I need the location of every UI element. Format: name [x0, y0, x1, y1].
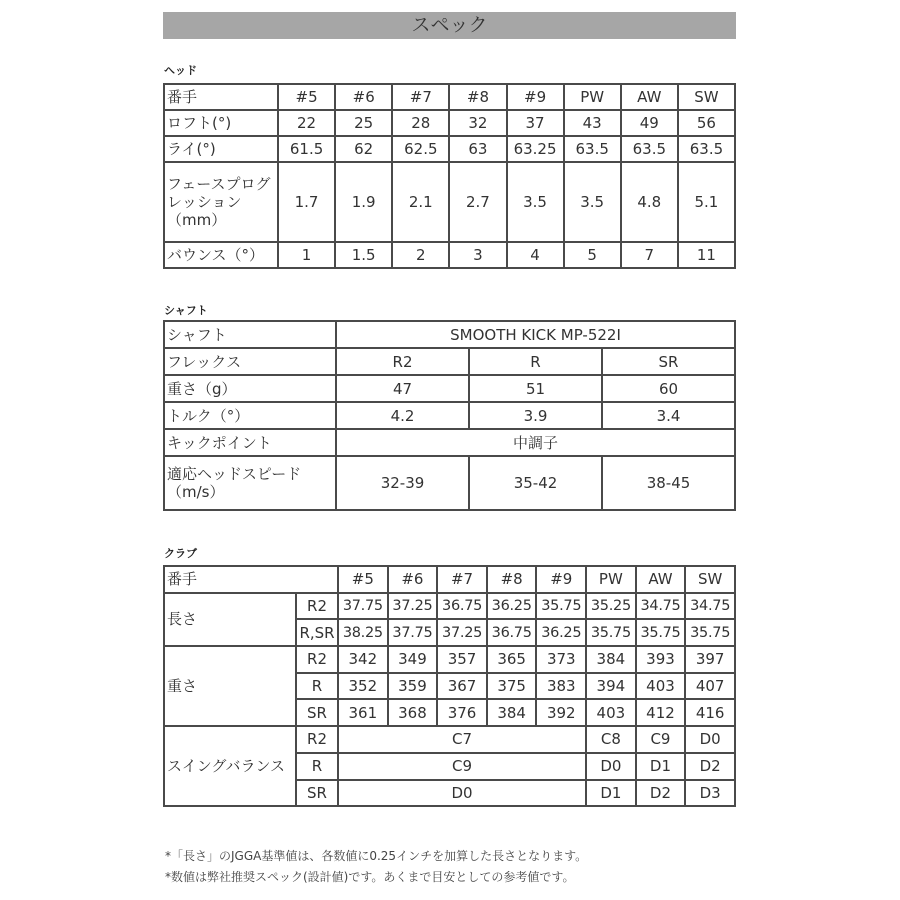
- table-cell: 403: [586, 699, 636, 726]
- table-cell: 28: [392, 110, 449, 136]
- column-header: PW: [564, 84, 621, 110]
- table-cell: 25: [335, 110, 392, 136]
- table-cell: 4.8: [621, 162, 678, 242]
- table-cell: 1.9: [335, 162, 392, 242]
- table-cell: 373: [536, 646, 586, 673]
- table-cell: 中調子: [336, 429, 735, 456]
- note-reference: *数値は弊社推奨スペック(設計値)です。あくまで目安としての参考値です。: [165, 870, 575, 884]
- table-cell: 32: [449, 110, 506, 136]
- flex-label: SR: [296, 699, 338, 726]
- flex-label: R2: [296, 726, 338, 753]
- table-cell: 60: [602, 375, 735, 402]
- table-cell: 2.1: [392, 162, 449, 242]
- table-cell: 361: [338, 699, 388, 726]
- table-cell: 1.5: [335, 242, 392, 268]
- row-header: 番手: [164, 84, 278, 110]
- table-cell: D1: [636, 753, 686, 780]
- table-cell: SR: [602, 348, 735, 375]
- note-length: *「長さ」のJGGA基準値は、各数値に0.25インチを加算した長さとなります。: [165, 849, 588, 863]
- table-cell: 397: [685, 646, 735, 673]
- table-cell: D2: [685, 753, 735, 780]
- table-cell: SMOOTH KICK MP-522I: [336, 321, 735, 348]
- row-header: トルク（°）: [164, 402, 336, 429]
- table-row: [164, 162, 735, 242]
- table-cell: 32-39: [336, 456, 469, 510]
- table-cell: 62.5: [392, 136, 449, 162]
- table-cell: 5: [564, 242, 621, 268]
- table-cell: 384: [487, 699, 537, 726]
- row-header: 適応ヘッドスピード（m/s）: [164, 456, 336, 510]
- table-cell: 37.25: [388, 593, 438, 620]
- table-cell: 56: [678, 110, 735, 136]
- table-cell: 3.5: [507, 162, 564, 242]
- table-cell: 349: [388, 646, 438, 673]
- flex-label: R: [296, 673, 338, 700]
- shaft-section-label: シャフト: [164, 304, 208, 317]
- column-header: AW: [621, 84, 678, 110]
- table-cell: 37: [507, 110, 564, 136]
- table-cell: 5.1: [678, 162, 735, 242]
- group-header-length: 長さ: [164, 593, 296, 646]
- table-cell: 36.25: [487, 593, 537, 620]
- table-cell: D0: [586, 753, 636, 780]
- group-header-weight: 重さ: [164, 646, 296, 726]
- row-header: フェースプログレッション（mm）: [164, 162, 278, 242]
- club-section-label: クラブ: [164, 547, 197, 560]
- table-row: [164, 646, 735, 673]
- table-cell: 1: [278, 242, 335, 268]
- table-cell: 392: [536, 699, 586, 726]
- table-cell: R: [469, 348, 602, 375]
- table-row: [164, 321, 735, 348]
- row-header: 番手: [164, 566, 338, 593]
- table-cell: 35.75: [536, 593, 586, 620]
- table-cell: 365: [487, 646, 537, 673]
- table-cell: 384: [586, 646, 636, 673]
- table-cell: 394: [586, 673, 636, 700]
- row-header: シャフト: [164, 321, 336, 348]
- flex-label: R: [296, 753, 338, 780]
- table-row: [164, 242, 735, 268]
- column-header: SW: [685, 566, 735, 593]
- table-cell: 4: [507, 242, 564, 268]
- table-cell: 393: [636, 646, 686, 673]
- table-cell: 357: [437, 646, 487, 673]
- table-cell: R2: [336, 348, 469, 375]
- table-cell: 342: [338, 646, 388, 673]
- table-cell: 1.7: [278, 162, 335, 242]
- table-cell: D0: [685, 726, 735, 753]
- table-cell: 3: [449, 242, 506, 268]
- table-cell: 412: [636, 699, 686, 726]
- table-cell: 43: [564, 110, 621, 136]
- column-header: #5: [338, 566, 388, 593]
- table-cell: 62: [335, 136, 392, 162]
- table-cell: 375: [487, 673, 537, 700]
- table-cell: 7: [621, 242, 678, 268]
- table-cell: C7: [338, 726, 586, 753]
- row-header: ロフト(°): [164, 110, 278, 136]
- table-cell: 407: [685, 673, 735, 700]
- column-header: #9: [507, 84, 564, 110]
- table-cell: C8: [586, 726, 636, 753]
- table-cell: 3.5: [564, 162, 621, 242]
- table-cell: 37.75: [338, 593, 388, 620]
- table-cell: 352: [338, 673, 388, 700]
- table-cell: 383: [536, 673, 586, 700]
- table-row: [164, 726, 735, 753]
- column-header: #8: [449, 84, 506, 110]
- table-cell: 22: [278, 110, 335, 136]
- table-cell: 3.9: [469, 402, 602, 429]
- column-header: #7: [392, 84, 449, 110]
- table-cell: 51: [469, 375, 602, 402]
- row-header: キックポイント: [164, 429, 336, 456]
- table-cell: 403: [636, 673, 686, 700]
- table-cell: 49: [621, 110, 678, 136]
- table-cell: 2: [392, 242, 449, 268]
- column-header: #6: [335, 84, 392, 110]
- table-cell: 61.5: [278, 136, 335, 162]
- column-header: #6: [388, 566, 438, 593]
- table-cell: C9: [338, 753, 586, 780]
- row-header: ライ(°): [164, 136, 278, 162]
- table-cell: 63.5: [621, 136, 678, 162]
- table-cell: 63.5: [564, 136, 621, 162]
- table-cell: 34.75: [685, 593, 735, 620]
- row-header: 重さ（g）: [164, 375, 336, 402]
- table-cell: 416: [685, 699, 735, 726]
- column-header: #7: [437, 566, 487, 593]
- table-cell: 38.25: [338, 619, 388, 646]
- table-row: [164, 456, 735, 510]
- table-row: [164, 566, 735, 593]
- table-cell: 368: [388, 699, 438, 726]
- column-header: #8: [487, 566, 537, 593]
- table-cell: 38-45: [602, 456, 735, 510]
- table-cell: D3: [685, 780, 735, 807]
- flex-label: R,SR: [296, 619, 338, 646]
- table-cell: 37.75: [388, 619, 438, 646]
- head-spec-table: [163, 83, 736, 269]
- table-cell: 63.5: [678, 136, 735, 162]
- table-cell: 35-42: [469, 456, 602, 510]
- table-row: [164, 429, 735, 456]
- table-row: [164, 593, 735, 620]
- table-cell: 63: [449, 136, 506, 162]
- column-header: #5: [278, 84, 335, 110]
- table-cell: 36.75: [437, 593, 487, 620]
- row-header: バウンス（°）: [164, 242, 278, 268]
- group-header-balance: スイングバランス: [164, 726, 296, 806]
- table-cell: D0: [338, 780, 586, 807]
- table-cell: 3.4: [602, 402, 735, 429]
- table-row: [164, 136, 735, 162]
- column-header: PW: [586, 566, 636, 593]
- table-cell: 63.25: [507, 136, 564, 162]
- table-cell: 35.25: [586, 593, 636, 620]
- table-cell: C9: [636, 726, 686, 753]
- flex-label: R2: [296, 593, 338, 620]
- table-row: [164, 348, 735, 375]
- table-row: [164, 402, 735, 429]
- table-cell: 4.2: [336, 402, 469, 429]
- table-row: [164, 84, 735, 110]
- table-cell: D1: [586, 780, 636, 807]
- table-row: [164, 110, 735, 136]
- column-header: SW: [678, 84, 735, 110]
- table-cell: 37.25: [437, 619, 487, 646]
- table-cell: 35.75: [586, 619, 636, 646]
- table-cell: 376: [437, 699, 487, 726]
- table-cell: 36.25: [536, 619, 586, 646]
- flex-label: R2: [296, 646, 338, 673]
- table-cell: 2.7: [449, 162, 506, 242]
- column-header: #9: [536, 566, 586, 593]
- table-cell: 47: [336, 375, 469, 402]
- table-cell: 359: [388, 673, 438, 700]
- table-row: [164, 375, 735, 402]
- table-cell: 35.75: [685, 619, 735, 646]
- table-cell: 35.75: [636, 619, 686, 646]
- table-cell: D2: [636, 780, 686, 807]
- shaft-spec-table: [163, 320, 736, 511]
- table-cell: 367: [437, 673, 487, 700]
- row-header: フレックス: [164, 348, 336, 375]
- spec-title: スペック: [163, 12, 736, 39]
- table-cell: 34.75: [636, 593, 686, 620]
- head-section-label: ヘッド: [164, 64, 197, 77]
- flex-label: SR: [296, 780, 338, 807]
- column-header: AW: [636, 566, 686, 593]
- table-cell: 11: [678, 242, 735, 268]
- club-spec-table: [163, 565, 736, 807]
- table-cell: 36.75: [487, 619, 537, 646]
